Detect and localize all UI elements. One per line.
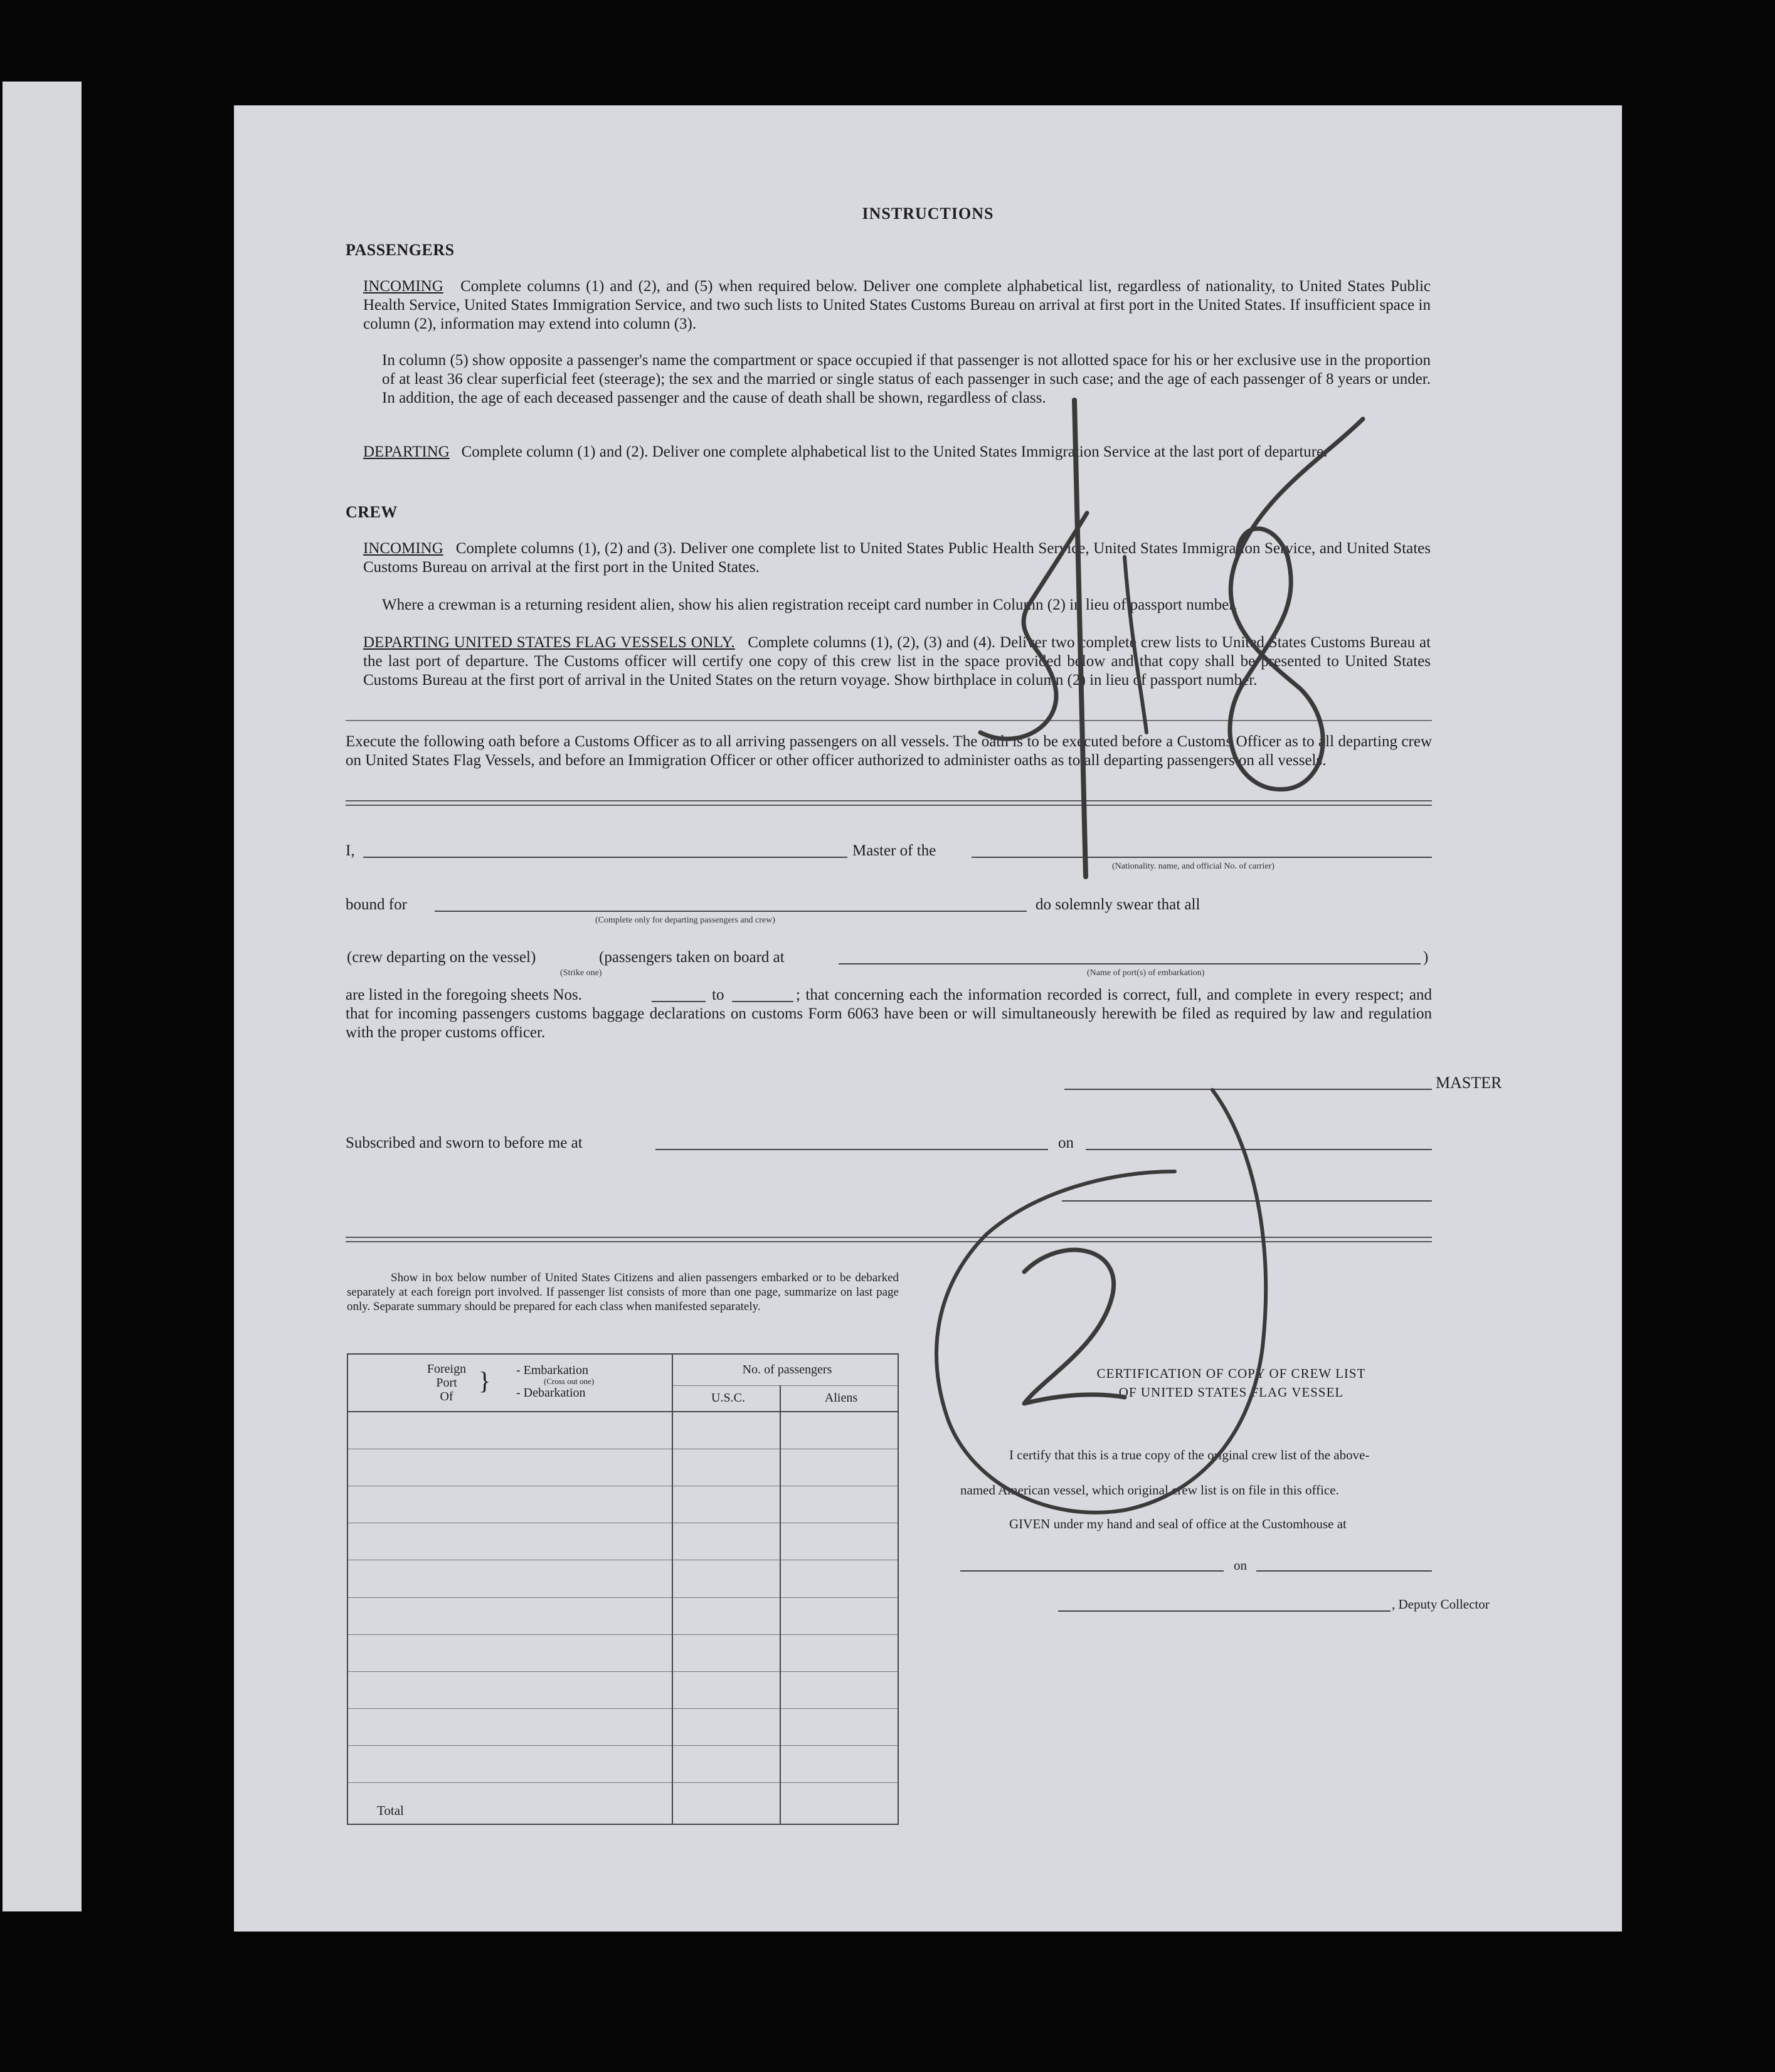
certification-on-label: on bbox=[1234, 1558, 1247, 1573]
subscribed-label: Subscribed and sworn to before me at bbox=[346, 1134, 583, 1151]
bound-for-label: bound for bbox=[346, 896, 407, 913]
to-label: to bbox=[712, 986, 724, 1003]
passengers-incoming-text: Complete columns (1) and (2), and (5) when required below. Deliver one complete alphabetical list, regardless of nationality, to United States Public Health Service, United States Immigration Service, and two such lists to United States Customs Bureau on arrival at first port in the United States. If insufficient space in column (2), information may extend into column (3). bbox=[363, 278, 1431, 332]
foreign-label: Foreign bbox=[427, 1362, 467, 1376]
on-label: on bbox=[1058, 1134, 1074, 1151]
deputy-collector-label: , Deputy Collector bbox=[1392, 1597, 1490, 1612]
crew-incoming-text: Complete columns (1), (2) and (3). Deliver one complete list to United States Public Health Service, United States Immigration Service, and United States Customs Bureau on arrival at the first port in the United States. bbox=[363, 540, 1431, 576]
passengers-departing-text: Complete column (1) and (2). Deliver one complete alphabetical list to the United States Immigration Service at the last port of departure. bbox=[461, 443, 1328, 460]
passengers-departing-label: DEPARTING bbox=[363, 443, 450, 460]
certification-text-1: I certify that this is a true copy of the original crew list of the above- bbox=[1009, 1447, 1370, 1462]
passengers-incoming-label: INCOMING bbox=[363, 278, 443, 295]
handwritten-circle bbox=[936, 1090, 1266, 1513]
handwritten-slash bbox=[1074, 400, 1086, 877]
crew-flag-text: Complete columns (1), (2), (3) and (4). Deliver two complete crew lists to United States Customs Bureau at the last port of departure. The Customs officer will certify one copy of this crew list in the space provided below and that copy shall be presented to United States Customs Bureau at the first port of arrival in the United States on the return voyage. Show birthplace in column (2) in lieu of passport number. bbox=[363, 634, 1431, 689]
debarkation-label[interactable]: - Debarkation bbox=[516, 1386, 586, 1400]
swear-label: do solemnly swear that all bbox=[1036, 896, 1200, 913]
usc-header: U.S.C. bbox=[672, 1385, 780, 1412]
total-label: Total bbox=[347, 1783, 672, 1824]
left-edge-strip bbox=[3, 82, 82, 1911]
listed-sheets-label: are listed in the foregoing sheets Nos. bbox=[346, 986, 582, 1003]
handwritten-digit-eight bbox=[1230, 419, 1363, 790]
certification-text-2: named American vessel, which original crew list is on file in this office. bbox=[960, 1483, 1339, 1498]
close-paren: ) bbox=[1423, 949, 1429, 966]
strike-one-note: (Strike one) bbox=[560, 968, 602, 978]
handwritten-digit-two bbox=[1024, 1250, 1125, 1403]
handwritten-digit-five bbox=[980, 513, 1087, 739]
ports-note: (Name of port(s) of embarkation) bbox=[1087, 968, 1205, 978]
embarkation-label[interactable]: - Embarkation bbox=[516, 1363, 588, 1377]
master-of-the-label: Master of the bbox=[852, 842, 936, 859]
oath-statement: ; that concerning each the information recorded is correct, full, and complete in every respect; and that for incoming passengers customs baggage declarations on customs Form 6063 have been or will simultaneously herewith be filed as required by law and regulation with the proper customs officer. bbox=[346, 986, 1432, 1041]
brace-icon: } bbox=[479, 1366, 491, 1395]
passengers-column5-text: In column (5) show opposite a passenger's name the compartment or space occupied if that passenger is not allotted space for his or her exclusive use in the proportion of at least 36 clear superficial feet (steerage); the sex and the married or single status of each passenger in such case; and the age of each passenger of 8 years or under. In addition, the age of each deceased passenger and the cause of death shall be shown, regardless of class. bbox=[382, 352, 1431, 406]
crew-departing-option[interactable]: (crew departing on the vessel) bbox=[347, 949, 536, 966]
of-label: Of bbox=[440, 1390, 453, 1403]
port-label: Port bbox=[436, 1376, 457, 1390]
aliens-header: Aliens bbox=[780, 1385, 898, 1412]
no-of-passengers-header: No. of passengers bbox=[672, 1354, 898, 1385]
passengers-heading: PASSENGERS bbox=[346, 241, 455, 259]
master-label: MASTER bbox=[1436, 1074, 1502, 1092]
summary-note: Show in box below number of United States Citizens and alien passengers embarked or to be debarked separately at each foreign port involved. If passenger list consists of more than one page, summarize on last page only. Separate summary should be prepared for each class when manifested separately. bbox=[347, 1271, 899, 1313]
crew-heading: CREW bbox=[346, 503, 398, 521]
passengers-taken-option[interactable]: (passengers taken on board at bbox=[599, 949, 785, 966]
certification-title-1: CERTIFICATION OF COPY OF CREW LIST bbox=[1096, 1366, 1366, 1381]
form-page bbox=[234, 105, 1622, 1932]
oath-instructions: Execute the following oath before a Customs Officer as to all arriving passengers on all vessels. The oath is to be executed before a Customs Officer as to all departing crew on United States Flag Vessels, and before an Immigration Officer or other officer authorized to administer oaths as to all departing passengers on all vessels. bbox=[346, 733, 1432, 769]
certification-text-3: GIVEN under my hand and seal of office at the Customhouse at bbox=[1009, 1516, 1347, 1531]
cross-out-note: (Cross out one) bbox=[544, 1377, 595, 1386]
handwritten-digit-one bbox=[1125, 557, 1147, 732]
crew-flag-label: DEPARTING UNITED STATES FLAG VESSELS ONLY. bbox=[363, 634, 735, 651]
handwriting-marks bbox=[234, 105, 1622, 1932]
crew-incoming-label: INCOMING bbox=[363, 540, 443, 557]
page-title: INSTRUCTIONS bbox=[862, 204, 994, 223]
oath-i-label: I, bbox=[346, 842, 355, 859]
certification-title-2: OF UNITED STATES FLAG VESSEL bbox=[1118, 1385, 1344, 1400]
nationality-note: (Nationality. name, and official No. of carrier) bbox=[1112, 862, 1274, 871]
crew-resident-text: Where a crewman is a returning resident alien, show his alien registration receipt card number in Column (2) in lieu of passport number. bbox=[382, 596, 1237, 613]
complete-only-note: (Complete only for departing passengers and crew) bbox=[595, 916, 775, 925]
